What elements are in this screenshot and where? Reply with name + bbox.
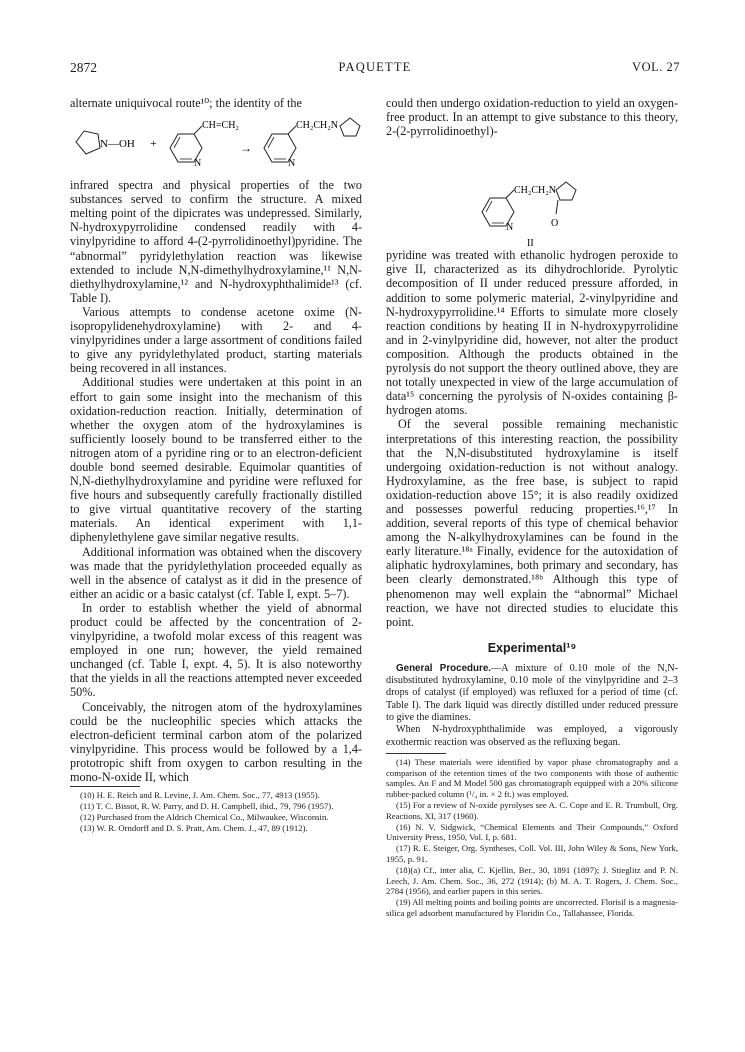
running-title: PAQUETTE <box>338 60 412 74</box>
footnote-17: (17) R. E. Steiger, Org. Syntheses, Coll. Vol. III, John Wiley & Sons, New York, 1955, p. 91. <box>386 843 678 865</box>
reaction-scheme-drawing <box>70 114 362 174</box>
structure-II-drawing <box>386 138 678 248</box>
right-para-2: pyridine was treated with ethanolic hydrogen peroxide to give II, characterized as its dihydrochloride. Pyrolytic decomposition of II under reduced pressure afforded, in addition to some polymeric material, 2-vinylpyridine and N-hydroxypyrrolidine.¹⁴ Efforts to simulate more closely reaction conditions by heating II in N-hydroxypyrrolidine and in 2-vinylpyridine did, however, not alter the product composition. Although the products obtained in the pyrolysis do not support the theory outlined above, they are not totally unexpected in view of the large accumulation of data¹⁵ concerning the pyrolysis of N-oxides containing β-hydrogen atoms. <box>386 248 678 418</box>
scheme-product-label: CH₂CH₂N <box>296 120 338 132</box>
right-column <box>386 96 678 919</box>
scheme-vinyl-label: CH=CH₂ <box>202 120 239 132</box>
footnote-14: (14) These materials were identified by vapor phase chromatography and a comparison of the retention times of the two components with those of authentic samples. An F and M Model 500 gas chromatograph equipped with a 20% silicone rubber-packed column (¹/₄ in. × 2 ft.) was employed. <box>386 756 678 800</box>
left-para-7: Conceivably, the nitrogen atom of the hydroxylamines could be the nucleophilic species which attacks the electron-deficient terminal carbon atom of the polarized vinylpyridine. This process would be followed by a 1,4-prototropic shift from oxygen to carbon resulting in the mono-N-oxide II, which <box>70 699 362 785</box>
footnote-divider-right <box>386 753 446 754</box>
scheme-n2: N <box>288 158 296 170</box>
footnote-15: (15) For a review of N-oxide pyrolyses see A. C. Cope and E. R. Trumbull, Org. Reactions, XI, 317 (1960). <box>386 800 678 821</box>
footnote-11: (11) T. C. Bissot, R. W. Parry, and D. H. Campbell, ibid., 79, 796 (1957). <box>80 800 334 811</box>
left-para-2: infrared spectra and physical properties of the two substances served to confirm the structure. A mixed melting point of the dipicrates was undepressed. Similarly, N-hydroxypyrrolidine condensed readily with 4-vinylpyridine to afford 4-(2-pyrrolidinoethyl)pyridine. The “abnormal” pyridylethylation reaction was likewise extended to include N,N-dimethylhydroxylamine,¹¹ N,N-diethylhydroxylamine,¹² and N-hydroxyphthalimide¹³ (cf. Table I). <box>70 178 362 305</box>
pyrrolidine-ring-2 <box>340 118 360 136</box>
pyrrolidine-ring-II <box>556 182 576 200</box>
left-column <box>70 96 362 833</box>
volume-label: VOL. 27 <box>632 60 680 74</box>
footnote-divider-left <box>70 786 140 787</box>
general-procedure-label: General Procedure. <box>396 662 491 674</box>
experimental-heading: Experimental¹⁹ <box>487 640 577 655</box>
left-para-6: In order to establish whether the yield of abnormal product could be affected by the concentration of 2-vinylpyridine, a twofold molar excess of this reagent was employed in one run; however, the yield remained unchanged (cf. Table I, expt. 4, 5). It is also noteworthy that the yields in all the reactions attempted never exceeded 50%. <box>70 600 362 700</box>
reaction-scheme <box>70 114 362 174</box>
left-para-4: Additional studies were undertaken at this point in an effort to gain some insight into the mechanism of this oxidation-reduction reaction. Initially, determination of whether the oxygen atom of the hydroxylamines is sufficiently loosely bound to be transferred either to the nitrogen atom of a pyridine ring or to an electron-deficient double bond seemed desirable. Equimolar quantities of N,N-diethylhydroxylamine and pyridine were refluxed for five hours and subsequently carefully fractionally distilled to give virtual quantitative recovery of the starting materials. An identical experiment with 1,1-diphenylethylene gave similar negative results. <box>70 375 362 545</box>
general-procedure-2: When N-hydroxyphthalimide was employed, a vigorously exothermic reaction was observed as the refluxing began. <box>386 724 678 748</box>
structure-II <box>386 138 678 248</box>
structure-label: II <box>527 238 534 249</box>
right-para-3: Of the several possible remaining mechanistic interpretations of this interesting reaction, the possibility that the N,N-disubstituted hydroxylamine is itself undergoing oxidation-reduction is not without analogy. Hydroxylamine, as the free base, is subject to rapid oxidation-reduction above 15°; it is also readily oxidized and possesses powerful reducing properties.¹⁶,¹⁷ In addition, several reports of this type of chemical behavior among the N-alkylhydroxylamines can be found in the early literature.¹⁸ᵃ Finally, evidence for the autoxidation of aliphatic hydroxylamines, both primary and secondary, has been clearly demonstrated.¹⁸ᵇ Although this type of phenomenon may well explain the “abnormal” Michael reaction, we have not directed studies to elucidate this point. <box>386 417 678 629</box>
left-para-5: Additional information was obtained when the discovery was made that the pyridylethylation proceeded equally as well in the absence of catalyst as it did in the presence of either an acidic or a basic catalyst (cf. Table I, expt. 5–7). <box>70 544 362 601</box>
footnote-12: (12) Purchased from the Aldrich Chemical Co., Milwaukee, Wisconsin. <box>80 811 329 822</box>
structure-chain-label: CH₂CH₂N <box>514 185 556 197</box>
footnote-18: (18)(a) Cf., inter alia, C. Kjellin, Ber., 30, 1891 (1897); J. Stieglitz and P. N. Leech, J. Am. Chem. Soc., 36, 272 (1914); (b) M. A. T. Rogers, J. Chem. Soc., 2784 (1956), and earlier papers in this series. <box>386 864 678 897</box>
scheme-reactant1: N—OH <box>100 138 135 151</box>
pyrrolidine-ring <box>76 131 100 154</box>
footnote-16: (16) N. V. Sidgwick, “Chemical Elements and Their Compounds,” Oxford University Press, 1950, Vol. I, p. 681. <box>386 821 678 843</box>
scheme-plus: + <box>150 136 157 151</box>
structure-n-ring: N <box>506 222 514 234</box>
general-procedure <box>386 663 678 724</box>
left-para-1: alternate uniquivocal route¹⁰; the identity of the <box>70 96 302 110</box>
general-procedure-text: —A mixture of 0.10 mole of the N,N-disubstituted hydroxylamine, 0.10 mole of the vinylpyridine and 2–3 drops of catalyst (if employed) was refluxed for a period of time (cf. Table I). The dark liquid was directly distilled under reduced pressure to give the diamines. <box>386 662 678 723</box>
structure-oxygen: O <box>551 218 559 230</box>
footnote-19: (19) All melting points and boiling points are uncorrected. Florisil is a magnesia-silica gel adsorbent manufactured by Floridin Co., Tallahassee, Florida. <box>386 897 678 919</box>
footnote-13: (13) W. R. Orndorff and D. S. Pratt, Am. Chem. J., 47, 89 (1912). <box>80 822 308 833</box>
scheme-n1: N <box>194 158 202 170</box>
footnote-10: (10) H. E. Reich and R. Levine, J. Am. Chem. Soc., 77, 4913 (1955). <box>80 790 320 801</box>
right-para-1: could then undergo oxidation-reduction to yield an oxygen-free product. In an attempt to give substance to this theory, 2-(2-pyrrolidinoethyl)- <box>386 96 678 139</box>
page-number: 2872 <box>70 60 97 75</box>
scheme-arrow: → <box>240 141 252 156</box>
page-header <box>70 60 680 80</box>
left-para-3: Various attempts to condense acetone oxime (N-isopropylidenehydroxylamine) with 2- and 4-vinylpyridines under a large assortment of conditions failed to give any pyridylethylated product, starting materials being recovered in all instances. <box>70 304 362 376</box>
